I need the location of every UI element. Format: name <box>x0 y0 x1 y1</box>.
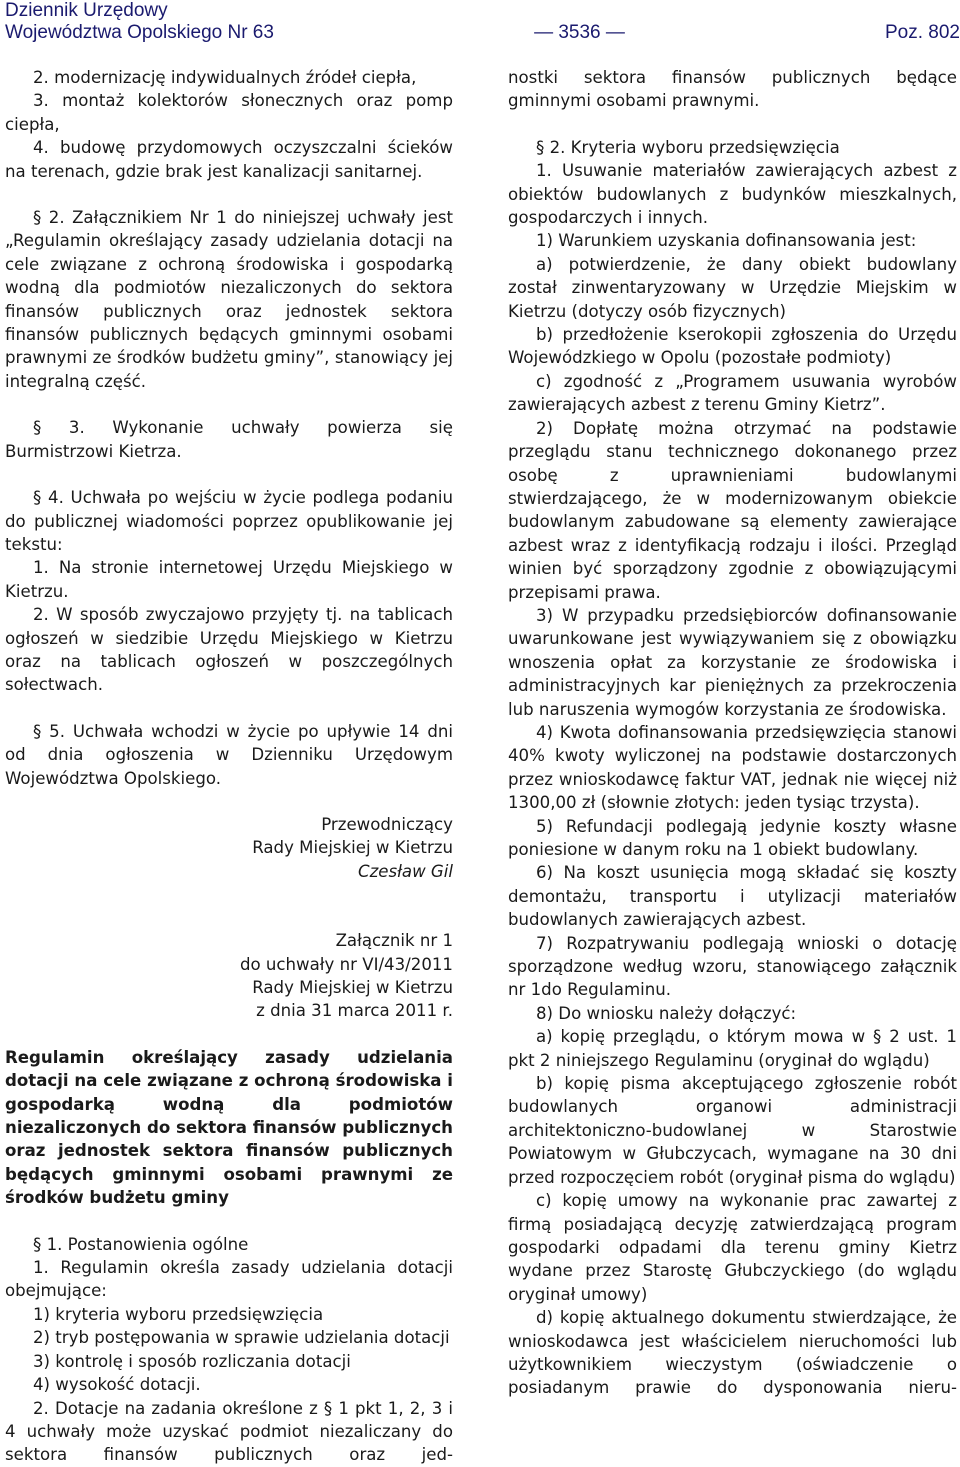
list-item: 2. W sposób zwyczajowo przyjęty tj. na tablicach ogłoszeń w siedzibie Urzędu Miejskiego w Kietrzu oraz na tablicach ogłoszeń w poszczególnych sołectwach. <box>5 605 453 695</box>
paragraph: b) przedłożenie kserokopii zgłoszenia do Urzędu Wojewódzkiego w Opolu (pozostałe podmioty) <box>508 325 957 368</box>
paragraph-2: § 2. Załącznikiem Nr 1 do niniejszej uchwały jest „Regulamin określający zasady udzielania dotacji na cele związane z ochroną środowiska i gospodarką wodną dla podmiotów niezaliczonych do sektora finansów publicznych oraz jednostek sektora finansów publicznych będących gminnymi osobami prawnymi ze środków budżetu gminy”, stanowiący jej integralną część. <box>5 208 453 391</box>
section-1-title: § 1. Postanowienia ogólne <box>33 1234 249 1254</box>
paragraph: a) kopię przeglądu, o którym mowa w § 2 ust. 1 pkt 2 niniejszego Regulaminu (oryginał do wglądu) <box>508 1027 957 1070</box>
paragraph: 8) Do wniosku należy dołączyć: <box>536 1003 797 1023</box>
section-1-paragraph: 1. Regulamin określa zasady udzielania dotacji obejmujące: <box>5 1258 453 1301</box>
paragraph: c) kopię umowy na wykonanie prac zawartej z firmą posiadającą decyzję zatwierdzającą program gospodarki odpadami dla terenu gminy Kietrz wydane przez Starostę Głubczyckiego (do wglądu oryginał umowy) <box>508 1191 957 1304</box>
list-item: 3) kontrolę i sposób rozliczania dotacji <box>33 1351 351 1371</box>
page-header <box>5 0 960 44</box>
signature-block <box>5 813 453 883</box>
list-item: 4. budowę przydomowych oczyszczalni ścieków na terenach, gdzie brak jest kanalizacji sanitarnej. <box>5 138 453 181</box>
list-item: 1) kryteria wyboru przedsięwzięcia <box>33 1304 324 1324</box>
paragraph: c) zgodność z „Programem usuwania wyrobów zawierających azbest z terenu Gminy Kietrz”. <box>508 371 957 415</box>
paragraph: a) potwierdzenie, że dany obiekt budowlany został zinwentaryzowany w Urzędzie Miejskim w Kietrzu (dotyczy osób fizycznych) <box>508 254 957 321</box>
page-number: — 3536 — <box>534 22 625 43</box>
annex-line: z dnia 31 marca 2011 r. <box>256 1001 453 1021</box>
list-item: 2) tryb postępowania w sprawie udzielania dotacji <box>33 1328 450 1348</box>
list-item: 3. montaż kolektorów słonecznych oraz pomp ciepła, <box>5 91 453 134</box>
paragraph-5: § 5. Uchwała wchodzi w życie po upływie 14 dni od dnia ogłoszenia w Dzienniku Urzędowym Województwa Opolskiego. <box>5 721 453 788</box>
paragraph-3: § 3. Wykonanie uchwały powierza się Burmistrzowi Kietrza. <box>5 418 453 461</box>
paragraph: b) kopię pisma akceptującego zgłoszenie robót budowlanych organowi administracji architektoniczno-budowlanej w Starostwie Powiatowym w Głubczycach, wymagane na 30 dni przed rozpoczęciem robót (oryginał pisma do wglądu) <box>508 1074 957 1187</box>
annex-line: do uchwały nr VI/43/2011 <box>239 954 453 974</box>
annex-line: Rady Miejskiej w Kietrzu <box>252 978 453 997</box>
signature-body: Rady Miejskiej w Kietrzu <box>252 838 453 858</box>
journal-title: Dziennik Urzędowy <box>5 0 168 21</box>
signature-name: Czesław Gil <box>357 861 453 881</box>
signature-role: Przewodniczący <box>321 814 453 834</box>
section-2-title: § 2. Kryteria wyboru przedsięwzięcia <box>536 137 840 157</box>
paragraph: 5) Refundacji podlegają jedynie koszty własne poniesione w danym roku na 1 obiekt budowlany. <box>508 816 957 859</box>
list-item: 2. modernizację indywidualnych źródeł ciepła, <box>33 68 417 87</box>
position-number: Poz. 802 <box>885 22 960 43</box>
list-item: 1. Na stronie internetowej Urzędu Miejskiego w Kietrzu. <box>5 558 453 601</box>
journal-issue: Województwa Opolskiego Nr 63 <box>5 22 274 43</box>
header-row <box>5 22 960 44</box>
right-column <box>508 66 957 1400</box>
paragraph: 4) Kwota dofinansowania przedsięwzięcia stanowi 40% kwoty wyliczonej na podstawie dostarczonych przez wnioskodawcę faktur VAT, jednak nie więcej niż 1300,00 zł (słownie złotych: jeden tysiąc trzysta). <box>508 722 957 813</box>
left-column <box>5 66 453 1467</box>
paragraph-4: § 4. Uchwała po wejściu w życie podlega podaniu do publicznej wiadomości poprzez opublikowanie jej tekstu: <box>5 488 453 554</box>
section-1-paragraph: 2. Dotacje na zadania określone z § 1 pkt 1, 2, 3 i 4 uchwały może uzyskać podmiot niezaliczany do sektora finansów publicznych oraz jed- <box>5 1398 453 1465</box>
regulation-title: Regulamin określający zasady udzielania dotacji na cele związane z ochroną środowiska i gospodarką wodną dla podmiotów niezaliczonych do sektora finansów publicznych oraz jednostek sektora finansów publicznych będących gminnymi osobami prawnymi ze środków budżetu gminy <box>5 1047 453 1208</box>
annex-line: Załącznik nr 1 <box>335 931 453 951</box>
paragraph: 3) W przypadku przedsiębiorców dofinansowanie uwarunkowane jest wywiązywaniem się z obowiązku wnoszenia opłat za korzystanie ze środowiska i administracyjnych kar pieniężnych za przekroczenia lub naruszenia wymogów korzystania ze środowiska. <box>508 605 957 719</box>
annex-block <box>5 929 453 1023</box>
paragraph: 1) Warunkiem uzyskania dofinansowania jest: <box>536 231 917 251</box>
paragraph: 7) Rozpatrywaniu podlegają wnioski o dotację sporządzone według wzoru, stanowiącego załącznik nr 1do Regulaminu. <box>508 933 957 1000</box>
paragraph: 2) Dopłatę można otrzymać na podstawie przeglądu stanu technicznego dokonanego przez osobę z uprawnieniami budowlanymi stwierdzającego, że w modernizowanym obiekcie budowlanym zabudowane są elementy zawierające azbest wraz z identyfikacją rodzaju i ilości. Przegląd winien być sporządzony zgodnie z obowiązującymi przepisami prawa. <box>508 418 957 602</box>
paragraph: 1. Usuwanie materiałów zawierających azbest z obiektów budowlanych z budynków mieszkalnych, gospodarczych i innych. <box>508 161 957 228</box>
list-item: 4) wysokość dotacji. <box>33 1375 201 1395</box>
paragraph: 6) Na koszt usunięcia mogą składać się koszty demontażu, transportu i utylizacji materiałów budowlanych zawierających azbest. <box>508 863 957 930</box>
paragraph: d) kopię aktualnego dokumentu stwierdzające, że wnioskodawca jest właścicielem nieruchomości lub użytkownikiem wieczystym (oświadczenie o posiadanym prawie do dysponowania nieru- <box>508 1308 957 1398</box>
continued-text: nostki sektora finansów publicznych będące gminnymi osobami prawnymi. <box>508 68 957 111</box>
